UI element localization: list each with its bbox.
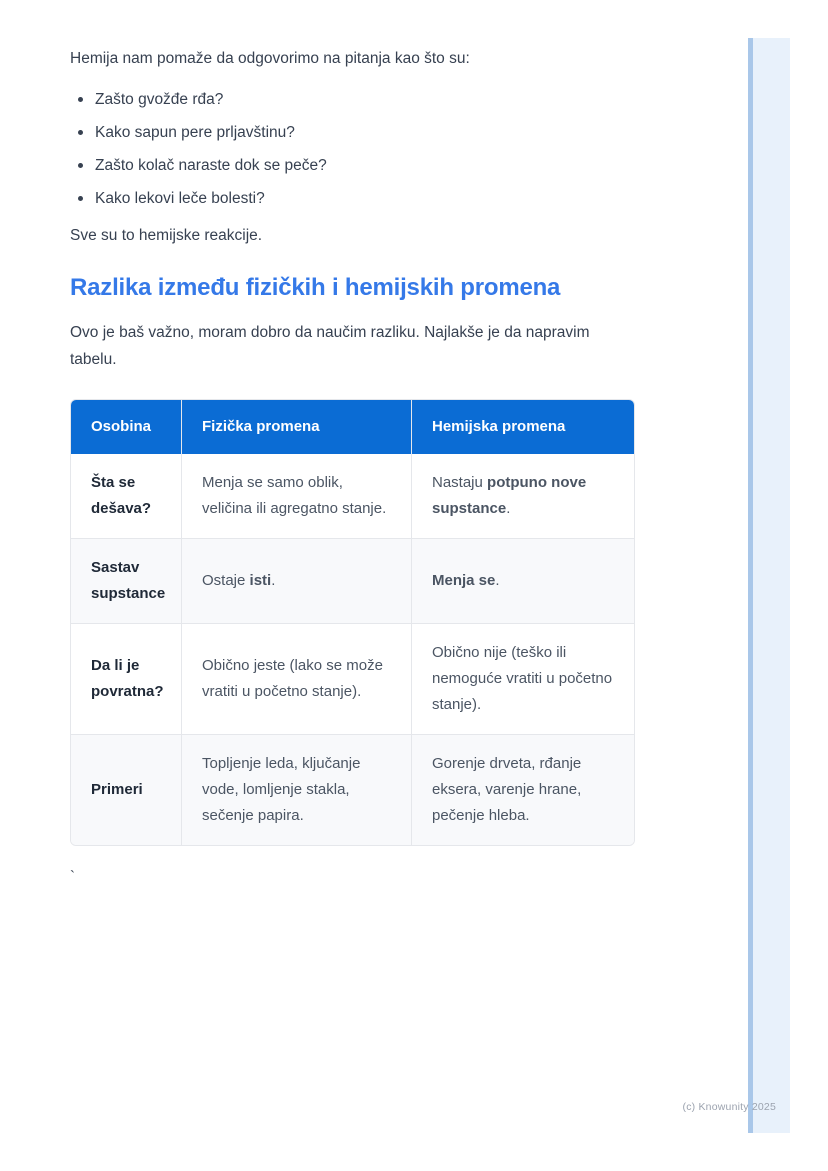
table-row <box>71 538 634 623</box>
list-item-text: Kako lekovi leče bolesti? <box>95 190 265 207</box>
list-item <box>70 119 633 146</box>
cell-hemijska: Gorenje drveta, rđanje eksera, varenje hrane, pečenje hleba. <box>411 734 634 845</box>
row-label: Da li je povratna? <box>71 623 181 734</box>
scrollbar-track[interactable] <box>748 38 790 1133</box>
section-note-paragraph: Ovo je baš važno, moram dobro da naučim razliku. Najlakše je da napravim tabelu. <box>70 324 590 368</box>
stray-backtick: ` <box>70 868 75 885</box>
row-label: Šta se dešava? <box>71 454 181 538</box>
comparison-table <box>70 399 635 846</box>
list-item <box>70 185 633 212</box>
bullet-icon <box>78 97 83 102</box>
section-heading: Razlika između fizičkih i hemijskih promena <box>70 274 561 301</box>
bullet-icon <box>78 163 83 168</box>
table-row <box>71 454 634 538</box>
cell-hemijska: Nastaju potpuno nove supstance. <box>411 454 634 538</box>
intro-paragraph: Hemija nam pomaže da odgovorimo na pitanja kao što su: <box>70 50 470 67</box>
bullet-icon <box>78 196 83 201</box>
table-row <box>71 734 634 845</box>
row-label: Primeri <box>71 734 181 845</box>
cell-hemijska: Menja se. <box>411 538 634 623</box>
list-item-text: Kako sapun pere prljavštinu? <box>95 124 295 141</box>
bullet-icon <box>78 130 83 135</box>
list-item <box>70 86 633 113</box>
table-header-hemijska-promena: Hemijska promena <box>411 400 634 454</box>
cell-hemijska: Obično nije (teško ili nemoguće vratiti u početno stanje). <box>411 623 634 734</box>
question-list <box>70 86 633 212</box>
table-header-fizicka-promena: Fizička promena <box>181 400 411 454</box>
table-header-osobina: Osobina <box>71 400 181 454</box>
list-item <box>70 152 633 179</box>
conclusion-paragraph: Sve su to hemijske reakcije. <box>70 227 263 244</box>
cell-fizicka: Topljenje leda, ključanje vode, lomljenje stakla, sečenje papira. <box>181 734 411 845</box>
table-header-row <box>71 400 634 454</box>
document-content <box>70 0 633 885</box>
list-item-text: Zašto kolač naraste dok se peče? <box>95 157 327 174</box>
row-label: Sastav supstance <box>71 538 181 623</box>
copyright-text: (c) Knowunity 2025 <box>682 1101 776 1113</box>
cell-fizicka: Obično jeste (lako se može vratiti u početno stanje). <box>181 623 411 734</box>
cell-fizicka: Ostaje isti. <box>181 538 411 623</box>
table-row <box>71 623 634 734</box>
list-item-text: Zašto gvožđe rđa? <box>95 91 224 108</box>
cell-fizicka: Menja se samo oblik, veličina ili agregatno stanje. <box>181 454 411 538</box>
